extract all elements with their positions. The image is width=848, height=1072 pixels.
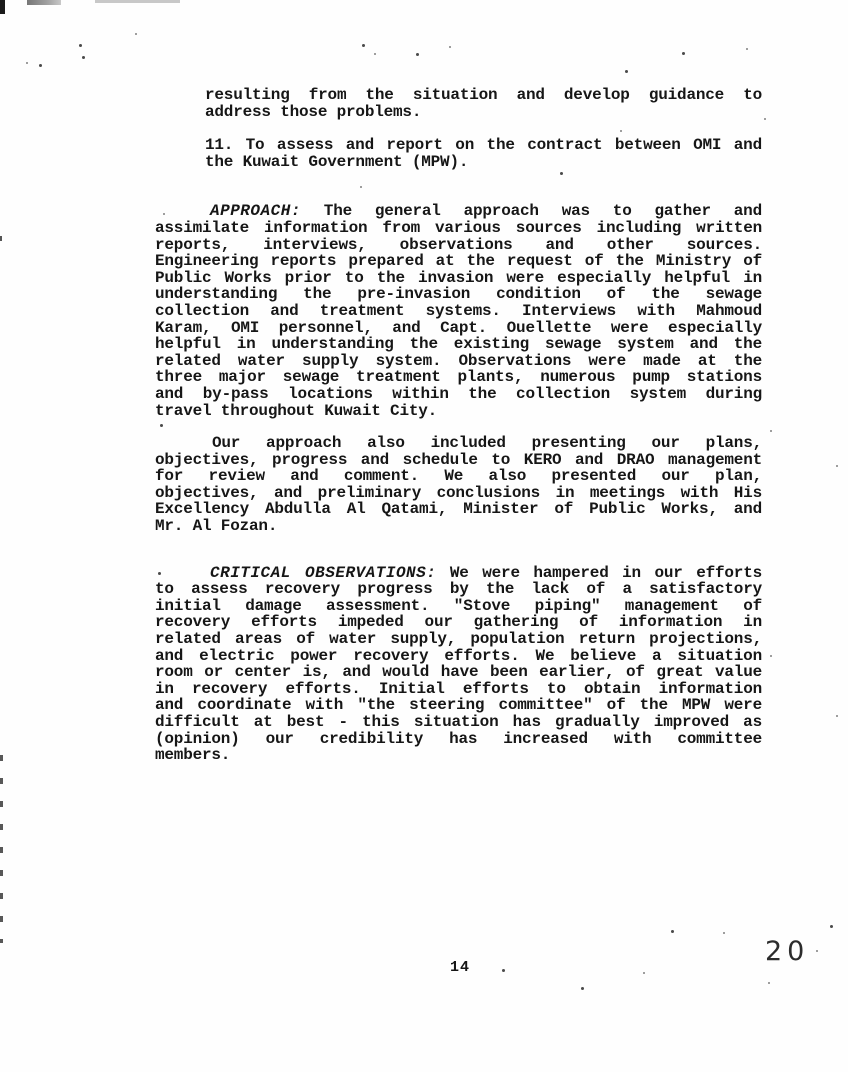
paragraph-approach-section bbox=[155, 203, 762, 419]
text-line: assimilate information from various sources including written bbox=[155, 218, 762, 237]
text-line: (opinion) our credibility has increased with committee bbox=[155, 729, 762, 748]
scan-speckle bbox=[671, 930, 674, 933]
scan-speckle bbox=[362, 44, 365, 47]
text-line: and coordinate with "the steering committee" of the MPW were bbox=[155, 696, 762, 715]
text-line: objectives, progress and schedule to KERO and DRAO management bbox=[155, 450, 762, 469]
stamp-page-number: 20 bbox=[765, 936, 810, 967]
text-line: Mr. Al Fozan. bbox=[155, 517, 278, 536]
text-line: understanding the pre-invasion condition of the sewage bbox=[155, 285, 762, 304]
scan-speckle bbox=[135, 33, 137, 35]
scan-speckle bbox=[581, 987, 584, 990]
scan-speckle bbox=[836, 465, 838, 467]
text-line: helpful in understanding the existing sewage system and the bbox=[155, 335, 762, 354]
scan-speckle bbox=[682, 52, 685, 55]
scan-speckle bbox=[768, 982, 770, 984]
text-line: Excellency Abdulla Al Qatami, Minister of Public Works, and bbox=[155, 500, 762, 519]
scan-speckle bbox=[723, 932, 725, 934]
section-heading: CRITICAL OBSERVATIONS: bbox=[210, 563, 437, 582]
scan-speckle bbox=[770, 655, 772, 657]
text-line: resulting from the situation and develop guidance to bbox=[205, 86, 762, 104]
scan-artifact-left-edge bbox=[0, 755, 3, 943]
text-line: objectives, and preliminary conclusions in meetings with His bbox=[155, 483, 762, 502]
scan-artifact-top-smudge-2 bbox=[95, 0, 180, 3]
scan-artifact-left-dash bbox=[0, 236, 2, 241]
scan-speckle bbox=[770, 430, 772, 432]
text-line: Engineering reports prepared at the request of the Ministry of bbox=[155, 252, 762, 271]
text-line: reports, interviews, observations and other sources. bbox=[155, 235, 762, 254]
document-body bbox=[155, 87, 762, 764]
text-line: Karam, OMI personnel, and Capt. Ouellette were especially bbox=[155, 318, 762, 337]
text-line: difficult at best - this situation has gradually improved as bbox=[155, 713, 762, 731]
text-line: collection and treatment systems. Interviews with Mahmoud bbox=[155, 301, 762, 320]
text-line: and electric power recovery efforts. We believe a situation bbox=[155, 646, 762, 665]
paragraph-item-10-continuation bbox=[205, 87, 762, 120]
text-line: members. bbox=[155, 746, 231, 765]
text-line: and by-pass locations within the collection system during bbox=[155, 384, 762, 403]
paragraph-item-11 bbox=[205, 137, 762, 170]
paragraph-critical-observations-section bbox=[155, 565, 762, 764]
scan-speckle bbox=[643, 972, 645, 974]
scan-speckle bbox=[502, 969, 505, 972]
scan-artifact-top-smudge bbox=[27, 0, 61, 5]
paragraph-approach-continued bbox=[155, 435, 762, 535]
scan-speckle bbox=[39, 64, 42, 67]
scan-speckle bbox=[82, 56, 85, 59]
text-line: CRITICAL OBSERVATIONS: We were hampered in our efforts bbox=[210, 563, 763, 582]
text-line: initial damage assessment. "Stove piping" management of bbox=[155, 596, 762, 615]
text-line: three major sewage treatment plants, numerous pump stations bbox=[155, 368, 762, 387]
scan-speckle bbox=[26, 62, 28, 64]
text-line: APPROACH: The general approach was to gather and bbox=[210, 202, 762, 221]
text-line: to assess recovery progress by the lack of a satisfactory bbox=[155, 580, 762, 599]
scan-artifact-corner bbox=[0, 0, 5, 14]
scan-speckle bbox=[816, 950, 818, 952]
text-line: in recovery efforts. Initial efforts to obtain information bbox=[155, 679, 762, 698]
text-line: recovery efforts impeded our gathering of information in bbox=[155, 613, 762, 632]
scan-speckle bbox=[836, 715, 838, 717]
text-line: room or center is, and would have been earlier, of great value bbox=[155, 663, 762, 682]
scan-speckle bbox=[374, 53, 376, 55]
text-line: related water supply system. Observations were made at the bbox=[155, 351, 762, 370]
scan-speckle bbox=[746, 48, 748, 50]
text-line: travel throughout Kuwait City. bbox=[155, 401, 438, 420]
section-heading: APPROACH: bbox=[210, 202, 301, 221]
page-number: 14 bbox=[450, 959, 471, 976]
text-line: Our approach also included presenting our plans, bbox=[212, 434, 762, 453]
text-line: Public Works prior to the invasion were especially helpful in bbox=[155, 268, 762, 287]
scan-speckle bbox=[416, 53, 419, 56]
scan-speckle bbox=[79, 44, 82, 47]
text-line: address those problems. bbox=[205, 102, 422, 121]
text-line: related areas of water supply, population return projections, bbox=[155, 630, 762, 649]
text-line: 11. To assess and report on the contract between OMI and bbox=[205, 136, 762, 155]
scan-speckle bbox=[625, 70, 628, 73]
scan-speckle bbox=[830, 925, 833, 928]
text-line: the Kuwait Government (MPW). bbox=[205, 152, 469, 171]
scan-speckle bbox=[449, 46, 451, 48]
scan-speckle bbox=[764, 118, 766, 120]
text-line: for review and comment. We also presented our plan, bbox=[155, 467, 762, 486]
